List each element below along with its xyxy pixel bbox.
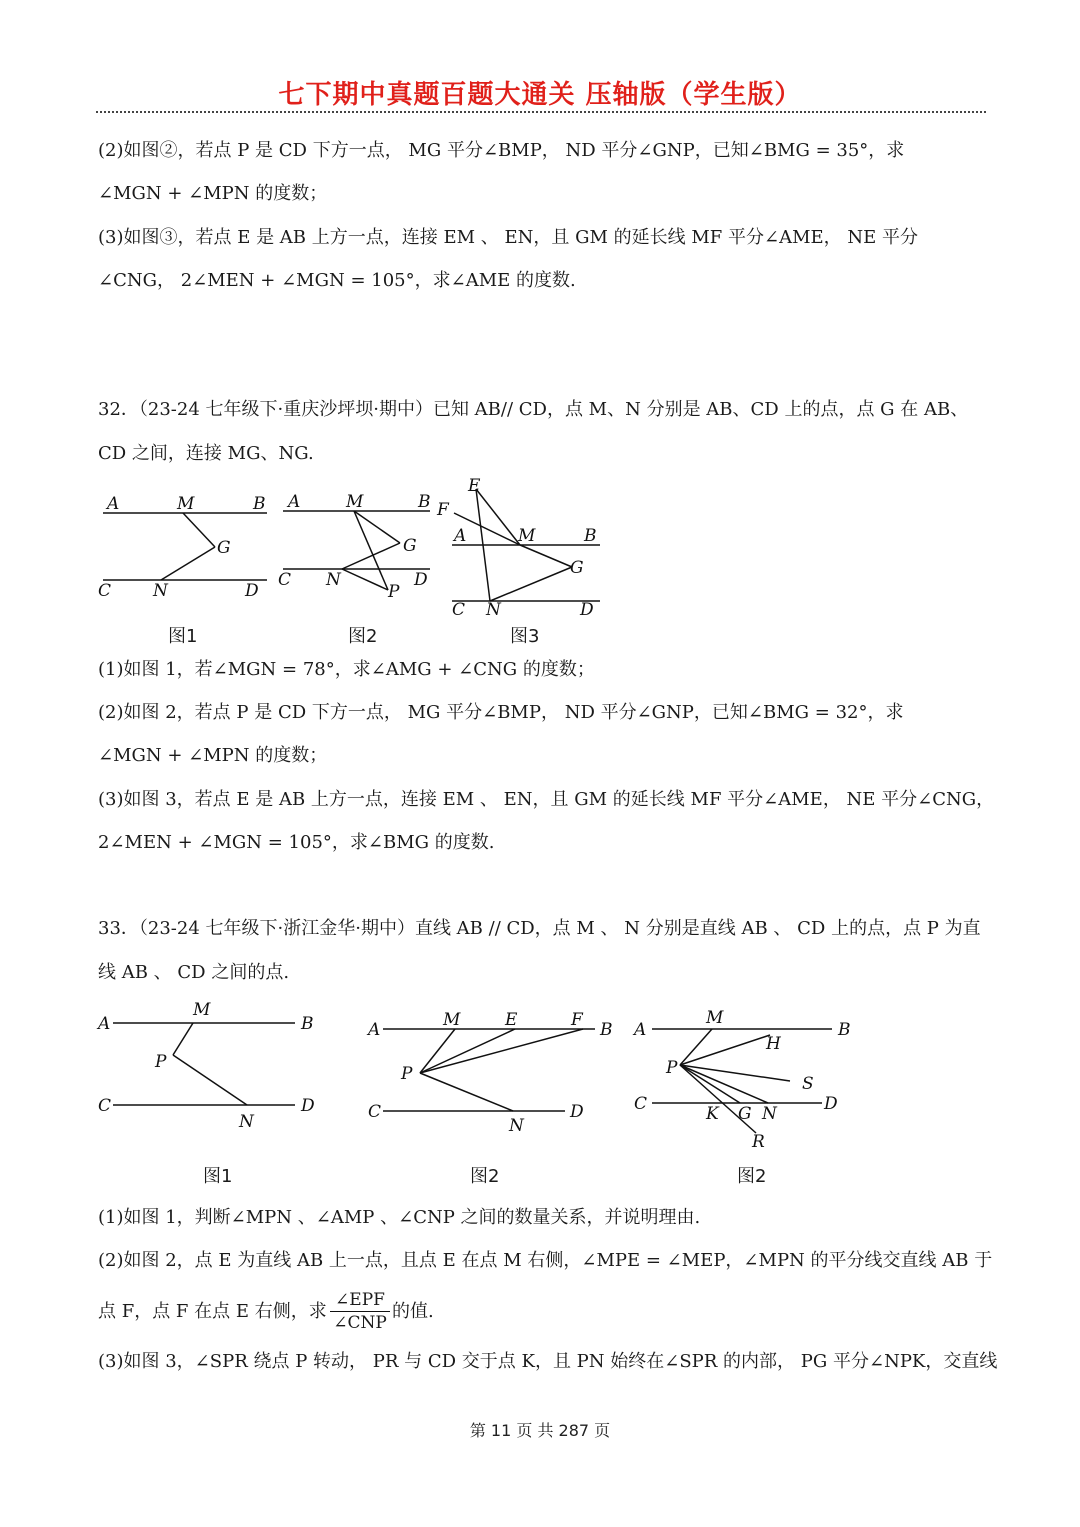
q32-part2-line1: (2)如图 2，若点 P 是 CD 下方一点， MG 平分∠BMP， ND 平分∠GNP，已知∠BMG = 32°，求	[98, 702, 904, 723]
q33-caption-3: 图2	[737, 1166, 767, 1187]
q32-f3-label-e: E	[468, 476, 481, 496]
q33-f2-label-f: F	[571, 1010, 583, 1030]
q33-f2-label-n: N	[509, 1116, 524, 1136]
q33-f2-label-p: P	[401, 1064, 413, 1084]
q33-f3-label-n: N	[762, 1104, 777, 1124]
q33-part2-line2-pre: 点 F，点 F 在点 E 右侧，求	[98, 1301, 327, 1322]
q32-f3-label-d: D	[580, 600, 594, 620]
q33-f1-label-m: M	[193, 1000, 211, 1020]
q33-f2-label-e: E	[505, 1010, 518, 1030]
q32-part2-line2: ∠MGN + ∠MPN 的度数；	[98, 745, 328, 766]
q32-f3-label-m: M	[518, 526, 536, 546]
q32-f2-label-c: C	[278, 570, 292, 590]
q32-figure-1	[95, 485, 275, 605]
q33-f3-label-r: R	[752, 1132, 765, 1152]
q32-f2-label-g: G	[403, 536, 417, 556]
q33-stem-line2: 线 AB 、 CD 之间的点.	[98, 962, 290, 983]
q32-figure-2	[278, 485, 438, 605]
q33-fraction	[330, 1290, 390, 1333]
q32-caption-3: 图3	[510, 626, 540, 647]
q32-f3-label-g: G	[570, 558, 584, 578]
q32-f2-label-d: D	[414, 570, 428, 590]
q33-part2-line1: (2)如图 2，点 E 为直线 AB 上一点，且点 E 在点 M 右侧，∠MPE = ∠MEP，∠MPN 的平分线交直线 AB 于	[98, 1250, 993, 1271]
q33-f2-label-d: D	[570, 1102, 584, 1122]
q32-caption-1: 图1	[168, 626, 198, 647]
page-title: 七下期中真题百题大通关 压轴版（学生版）	[278, 80, 802, 110]
q32-part3-line1: (3)如图 3，若点 E 是 AB 上方一点，连接 EM 、 EN，且 GM 的延长线 MF 平分∠AME， NE 平分∠CNG，	[98, 789, 995, 810]
q33-part2-line2-post: 的值.	[392, 1301, 434, 1322]
q33-f2-label-a: A	[368, 1020, 381, 1040]
q33-stem-line1: 33．（23-24 七年级下·浙江金华·期中）直线 AB // CD，点 M 、 N 分别是直线 AB 、 CD 上的点，点 P 为直	[98, 918, 981, 939]
prev-q2-line1: (2)如图②，若点 P 是 CD 下方一点， MG 平分∠BMP， ND 平分∠GNP，已知∠BMG = 35°，求	[98, 140, 905, 161]
q33-f1-label-a: A	[98, 1014, 111, 1034]
q33-f3-label-p: P	[666, 1058, 678, 1078]
q33-f3-label-g: G	[738, 1104, 752, 1124]
prev-q3-line1: (3)如图③，若点 E 是 AB 上方一点，连接 EM 、 EN，且 GM 的延长线 MF 平分∠AME， NE 平分	[98, 227, 918, 248]
q32-f1-label-n: N	[153, 581, 168, 601]
page-footer: 第 11 页 共 287 页	[469, 1421, 611, 1440]
q33-f2-label-b: B	[600, 1020, 613, 1040]
q32-f1-label-c: C	[98, 581, 112, 601]
q33-f1-label-c: C	[98, 1096, 112, 1116]
q32-part1: (1)如图 1，若∠MGN = 78°，求∠AMG + ∠CNG 的度数；	[98, 659, 595, 680]
prev-q2-line2: ∠MGN + ∠MPN 的度数；	[98, 183, 328, 204]
q33-f3-label-s: S	[802, 1074, 814, 1094]
q33-part3-line1: (3)如图 3，∠SPR 绕点 P 转动， PR 与 CD 交于点 K，且 PN 始终在∠SPR 的内部， PG 平分∠NPK，交直线	[98, 1351, 998, 1372]
q32-f3-label-n: N	[486, 600, 501, 620]
q33-figure-3	[632, 1005, 857, 1155]
q33-f3-label-k: K	[706, 1104, 719, 1124]
q33-f3-label-a: A	[634, 1020, 647, 1040]
q33-figure-1	[95, 995, 325, 1135]
q33-part1: (1)如图 1，判断∠MPN 、∠AMP 、∠CNP 之间的数量关系，并说明理由.	[98, 1207, 701, 1228]
q33-caption-1: 图1	[203, 1166, 233, 1187]
q32-f2-label-b: B	[418, 492, 431, 512]
prev-q3-line2: ∠CNG， 2∠MEN + ∠MGN = 105°，求∠AME 的度数.	[98, 270, 576, 291]
q33-caption-2: 图2	[470, 1166, 500, 1187]
q33-f2-label-m: M	[443, 1010, 461, 1030]
q33-f3-label-h: H	[766, 1034, 781, 1054]
q32-f2-label-n: N	[326, 570, 341, 590]
q32-f3-label-f: F	[437, 500, 449, 520]
q33-f3-label-d: D	[824, 1094, 838, 1114]
q32-caption-2: 图2	[348, 626, 378, 647]
q32-stem-line2: CD 之间，连接 MG、NG.	[98, 443, 314, 464]
q33-f1-label-d: D	[301, 1096, 315, 1116]
q32-f1-label-a: A	[107, 494, 120, 514]
q33-f3-label-b: B	[838, 1020, 851, 1040]
q33-f1-label-b: B	[301, 1014, 314, 1034]
q32-f3-label-c: C	[452, 600, 466, 620]
q33-f3-label-c: C	[634, 1094, 648, 1114]
q32-f2-label-m: M	[346, 492, 364, 512]
q32-f1-label-b: B	[253, 494, 266, 514]
q33-fraction-denominator: ∠CNP	[333, 1313, 387, 1333]
q33-f2-label-c: C	[368, 1102, 382, 1122]
q32-f2-label-a: A	[288, 492, 301, 512]
q32-f1-label-d: D	[245, 581, 259, 601]
q32-f1-label-m: M	[177, 494, 195, 514]
q32-part3-line2: 2∠MEN + ∠MGN = 105°，求∠BMG 的度数.	[98, 832, 495, 853]
q33-f3-label-m: M	[706, 1008, 724, 1028]
q32-figure-3	[432, 475, 607, 620]
q32-stem-line1: 32．（23-24 七年级下·重庆沙坪坝·期中）已知 AB// CD，点 M、N 分别是 AB、CD 上的点，点 G 在 AB、	[98, 399, 969, 420]
q32-f2-label-p: P	[388, 582, 400, 602]
q33-f1-label-n: N	[239, 1112, 254, 1132]
q32-f1-label-g: G	[217, 538, 231, 558]
q33-f1-label-p: P	[155, 1052, 167, 1072]
q32-f3-label-b: B	[584, 526, 597, 546]
q33-fraction-numerator: ∠EPF	[330, 1290, 390, 1312]
header-divider	[96, 111, 986, 113]
q33-figure-2	[365, 1005, 620, 1135]
q32-f3-label-a: A	[454, 526, 467, 546]
